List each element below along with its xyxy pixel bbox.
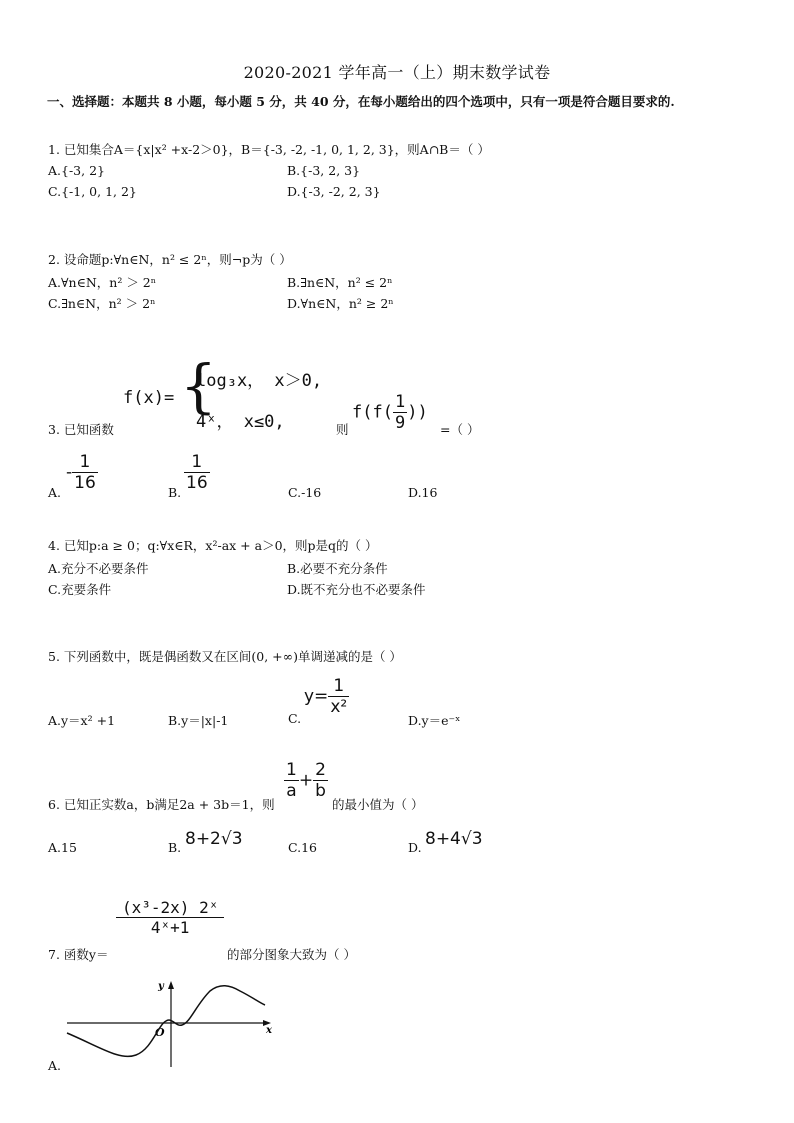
- question-3-option-b-denominator: 16: [186, 473, 208, 493]
- question-6-stem: 6. 已知正实数a，b满足2a + 3b＝1，则: [48, 797, 275, 812]
- question-6-option-c: C.16: [288, 840, 317, 855]
- question-4-option-d: D.既不充分也不必要条件: [287, 582, 426, 597]
- question-6-numerator-2: 2: [315, 760, 326, 780]
- question-3-ff-denominator: 9: [394, 413, 406, 433]
- question-7-formula: [116, 898, 224, 937]
- question-3-tail: =（ ）: [440, 422, 480, 437]
- question-3-label: 3. 已知函数: [48, 422, 114, 437]
- question-6-expression: [284, 760, 328, 801]
- question-7-tail: 的部分图象大致为（ ）: [227, 947, 356, 962]
- page-title: 2020-2021 学年高一（上）期末数学试卷: [243, 63, 551, 82]
- question-3-case-2: 4ˣ， x≤0,: [196, 412, 285, 432]
- question-6-numerator-1: 1: [286, 760, 297, 780]
- question-2-option-a: A.∀n∈N，n² ＞ 2ⁿ: [48, 275, 157, 290]
- question-4-option-c: C.充要条件: [48, 582, 112, 597]
- question-3-then: 则: [336, 422, 349, 437]
- question-2-stem: 2. 设命题p:∀n∈N，n² ≤ 2ⁿ，则¬p为（ ）: [48, 252, 292, 267]
- question-6-denominator-2: b: [315, 781, 326, 801]
- question-3-option-a-label: A.: [48, 485, 62, 500]
- question-1-option-a: A.{-3, 2}: [48, 163, 105, 178]
- question-1-option-c: C.{-1, 0, 1, 2}: [48, 184, 137, 199]
- question-5-option-c-denominator: x²: [330, 697, 348, 717]
- question-5-option-c-value: [304, 676, 349, 717]
- axis-x-label: x: [266, 1025, 272, 1036]
- question-6-option-d-value: 8+4√3: [425, 829, 483, 849]
- question-2-option-d: D.∀n∈N，n² ≥ 2ⁿ: [287, 296, 394, 311]
- section-header: 一、选择题：本题共 8 小题，每小题 5 分，共 40 分，在每小题给出的四个选项中，只有一项是符合题目要求的.: [47, 94, 675, 109]
- question-3-option-d: D.16: [408, 485, 438, 500]
- question-3-option-b-numerator: 1: [184, 452, 210, 473]
- question-3-case-1: log₃x， x＞0,: [196, 371, 323, 391]
- question-3-option-c: C.-16: [288, 485, 322, 500]
- question-6-option-b-value: 8+2√3: [185, 829, 243, 849]
- function-curve: [67, 986, 265, 1057]
- question-3-ff-numerator: 1: [394, 392, 406, 412]
- question-7-label: 7. 函数y＝: [48, 947, 109, 962]
- question-5-stem: 5. 下列函数中，既是偶函数又在区间(0, +∞)单调递减的是（ ）: [48, 649, 402, 664]
- question-5-option-c-label: C.: [288, 711, 302, 726]
- question-1-option-b: B.{-3, 2, 3}: [287, 163, 361, 178]
- question-1-stem: 1. 已知集合A＝{x|x² +x-2＞0}，B＝{-3, -2, -1, 0, 1, 2, 3}，则A∩B＝（ ）: [48, 142, 490, 157]
- question-5-option-d: D.y＝e⁻ˣ: [408, 713, 461, 728]
- question-1-option-d: D.{-3, -2, 2, 3}: [287, 184, 381, 199]
- axis-y-label: y: [158, 981, 164, 992]
- question-3-ff-fraction: [393, 392, 407, 433]
- question-7-numerator: (x³-2x) 2ˣ: [116, 898, 224, 918]
- question-6-option-a: A.15: [48, 840, 77, 855]
- question-3-ff-open: f(f(: [352, 402, 393, 423]
- question-3-option-a-value: [66, 452, 98, 493]
- question-6-denominator-1: a: [286, 781, 297, 801]
- question-7-option-a-label: A.: [48, 1058, 62, 1073]
- question-2-option-c: C.∃n∈N，n² ＞ 2ⁿ: [48, 296, 156, 311]
- question-6-option-d-label: D.: [408, 840, 422, 855]
- question-7-denominator: 4ˣ+1: [150, 918, 190, 937]
- question-2-option-b: B.∃n∈N，n² ≤ 2ⁿ: [287, 275, 393, 290]
- question-3-option-a-denominator: 16: [74, 473, 96, 493]
- question-3-option-a-sign: -: [66, 462, 73, 483]
- question-5-option-c-numerator: 1: [328, 676, 349, 697]
- y-axis-arrow: [168, 981, 174, 989]
- question-6-option-b-label: B.: [168, 840, 182, 855]
- question-4-option-b: B.必要不充分条件: [287, 561, 388, 576]
- question-4-option-a: A.充分不必要条件: [48, 561, 149, 576]
- question-3-ff-close: )): [407, 402, 428, 423]
- question-5-option-c-prefix: y=: [304, 686, 329, 707]
- question-3-option-a-numerator: 1: [72, 452, 98, 473]
- question-6-plus: +: [298, 770, 314, 791]
- question-3-fx: f(x)=: [123, 388, 175, 408]
- question-3-composite: [352, 392, 428, 433]
- question-3-brace: {: [180, 352, 217, 420]
- question-3-option-b-value: [184, 452, 210, 493]
- question-6-tail: 的最小值为（ ）: [332, 797, 424, 812]
- question-5-option-a: A.y＝x² +1: [48, 713, 116, 728]
- question-4-stem: 4. 已知p:a ≥ 0；q:∀x∈R，x²-ax + a＞0，则p是q的（ ）: [48, 538, 378, 553]
- question-5-option-b: B.y＝|x|-1: [168, 713, 229, 728]
- origin-label: O: [155, 1026, 165, 1039]
- question-7-graph-a: [60, 975, 285, 1070]
- question-3-option-b-label: B.: [168, 485, 182, 500]
